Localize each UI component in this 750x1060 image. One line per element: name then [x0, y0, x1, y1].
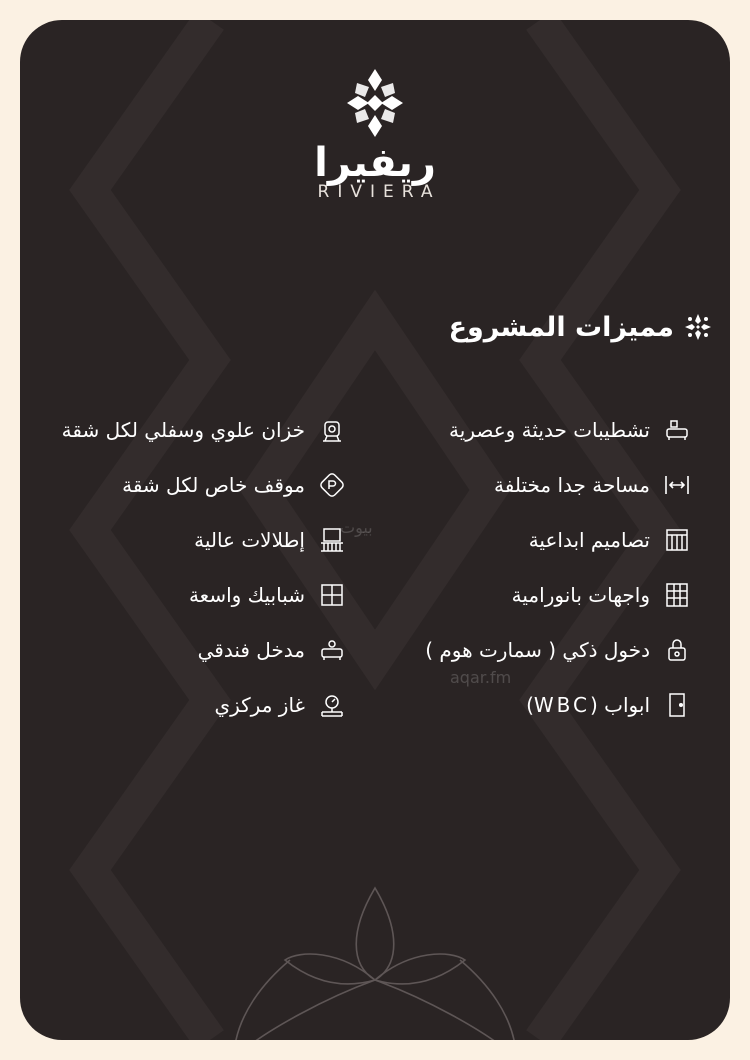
star-flower-icon: [345, 67, 405, 139]
brochure-card: [20, 20, 730, 1040]
sparkle-icon: [684, 313, 712, 341]
feature-item: [370, 402, 690, 457]
section-header: [449, 305, 712, 349]
feature-label: شبابيك واسعة: [188, 582, 305, 607]
features-list-left: [25, 402, 345, 732]
hotel-entrance-icon: [319, 637, 345, 663]
feature-item: [370, 567, 690, 622]
panoramic-facade-icon: [664, 582, 690, 608]
feature-item: [370, 677, 690, 732]
feature-label: غاز مركزي: [214, 692, 305, 717]
watermark-text: aqar.fm: [450, 668, 512, 687]
watermark-text: بيوت: [340, 518, 373, 537]
door-icon: [664, 692, 690, 718]
brand-name-arabic: ريفيرا: [314, 140, 436, 186]
water-tank-icon: [319, 417, 345, 443]
feature-item: [25, 402, 345, 457]
feature-label: مدخل فندقي: [197, 637, 305, 662]
building-facade-icon: [664, 527, 690, 553]
features-list-right: [370, 402, 690, 732]
feature-item: [25, 457, 345, 512]
lotus-ornament: [20, 880, 730, 1040]
feature-label: واجهات بانورامية: [511, 582, 650, 607]
feature-item: [25, 622, 345, 677]
brand-name-english: RIVIERA: [317, 182, 441, 202]
feature-item: [370, 457, 690, 512]
feature-item: [25, 677, 345, 732]
feature-label: موقف خاص لكل شقة: [122, 472, 305, 497]
parking-icon: [319, 472, 345, 498]
window-icon: [319, 582, 345, 608]
feature-item: [370, 512, 690, 567]
feature-item: [25, 512, 345, 567]
feature-item: [25, 567, 345, 622]
feature-label: تشطيبات حديثة وعصرية: [449, 417, 650, 442]
gas-meter-icon: [319, 692, 345, 718]
feature-item: [370, 622, 690, 677]
feature-label: تصاميم ابداعية: [528, 527, 650, 552]
furniture-icon: [664, 417, 690, 443]
feature-label: خزان علوي وسفلي لكل شقة: [61, 417, 305, 442]
section-title: مميزات المشروع: [448, 311, 674, 343]
feature-label: دخول ذكي ( سمارت هوم ): [425, 637, 650, 662]
width-arrows-icon: [664, 472, 690, 498]
smart-lock-icon: [664, 637, 690, 663]
feature-label: إطلالات عالية: [194, 527, 305, 552]
feature-label: مساحة جدا مختلفة: [494, 472, 650, 497]
feature-label: ابواب (WBC): [526, 692, 650, 717]
